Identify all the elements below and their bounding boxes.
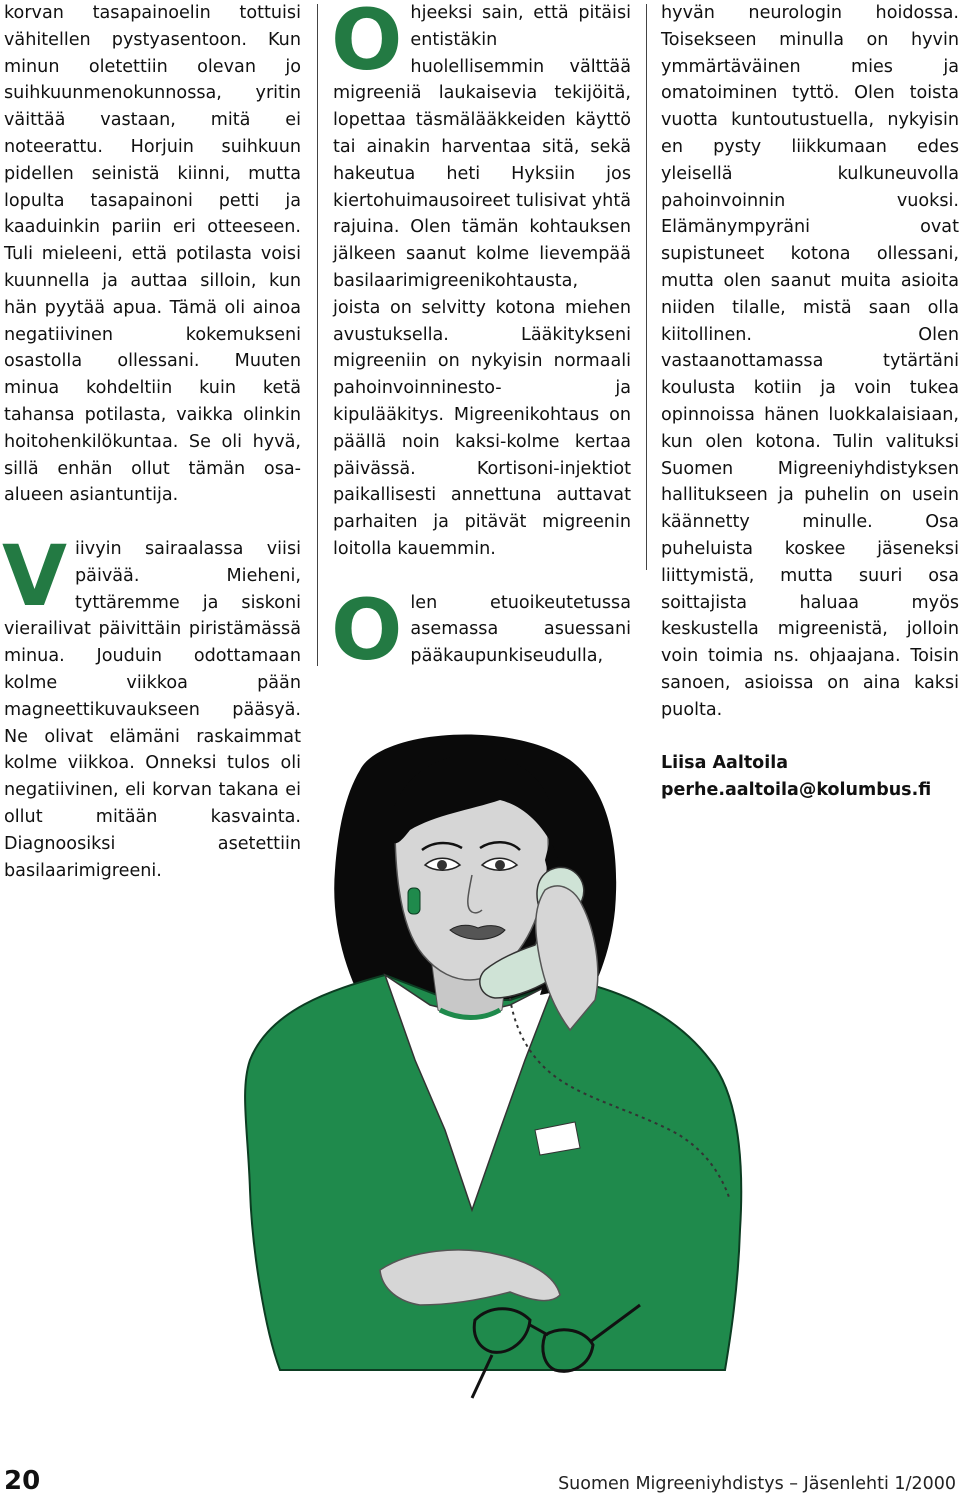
body-paragraph: korvan tasapainoelin tottuisi vähitellen pystyasentoon. Kun minun oletettiin olevan jo suihkuunmenokunnossa, yritin väittää vastaan, mitä ei noteerattu. Horjuin suihkuun pidellen seinistä kiinni, mutta lopulta tasapainoni petti ja kaaduinkin pariin eri otteeseen. Tuli mieleeni, että potilasta voisi kuunnella ja auttaa silloin, kun hän pyytää apua. Tämä oli ainoa negatiivinen kokemukseni osastolla ollessani. Muuten minua kohdeltiin kuin ketä tahansa potilasta, vaikka olinkin hoitohenkilökuntaa. Se oli hyvä, sillä enhän ollut tämän osa-alueen asiantuntija. bbox=[4, 3, 301, 506]
paragraph-text: len etuoikeutetussa asemassa asuessani pääkaupunkiseudulla, bbox=[410, 592, 631, 667]
article-column-3 bbox=[661, 0, 959, 804]
body-paragraph: hyvän neurologin hoidossa. Toisekseen minulla on hyvin ymmärtäväinen mies ja omatoiminen tyttö. Olen toista vuotta kuntoutustuella, nykyisin en pysty liikkumaan edes yleisellä kulkuneuvolla pahoinvoinnin vuoksi. Elämänympyräni ovat supistuneet kotona ollessani, mutta olen saanut muita asioita niiden tilalle, mistä saan olla kiitollinen. Olen vastaanottamassa tytärtäni koulusta kotiin ja voin tukea opinnoissa hänen luokkalaisiaan, kun olen kotona. Tulin valituksi Suomen Migreeniyhdistyksen hallitukseen ja puhelin on usein käännetty minulle. Osa puheluista koskee jäseneksi liittymistä, mutta suuri osa soittajista haluaa myös keskustella migreenistä, jolloin voin toimia ns. ohjaajana. Toisin sanoen, asioissa on aina kaksi puolta. bbox=[661, 3, 959, 720]
author-name: Liisa Aaltoila bbox=[661, 753, 789, 774]
author-email: perhe.aaltoila@kolumbus.fi bbox=[661, 780, 932, 801]
body-paragraph bbox=[331, 580, 631, 679]
drop-cap: O bbox=[331, 580, 403, 679]
page-number: 20 bbox=[4, 1466, 41, 1496]
drop-cap: O bbox=[331, 0, 403, 89]
column-divider bbox=[646, 4, 647, 570]
body-paragraph bbox=[333, 0, 631, 563]
drop-cap: V bbox=[2, 526, 68, 625]
paragraph-text: hjeeksi sain, että pitäisi entistäkin huolellisemmin välttää migreeniä laukaisevia tekijöitä, lopettaa täsmälääkkeiden käyttö tai ainakin harventaa sitä, sekä hakeutua heti Hyksiin jos kiertohuimausoireet tulisivat yhtä rajuina. Olen tämän kohtauksen jälkeen saanut kolme lievempää basilaarimigreenikohtausta, joista on selvitty kotona miehen avustuksella. Lääkitykseni migreeniin on nykyisin normaali pahoinvoinninesto- ja kipulääkitys. Migreenikohtaus on päällä noin kaksi-kolme kertaa päivässä. Kortisoni-injektiot paikallisesti annettuna auttavat parhaiten ja pitävät migreenin loitolla kauemmin. bbox=[333, 3, 631, 559]
publication-footer: Suomen Migreeniyhdistys – Jäsenlehti 1/2000 bbox=[558, 1474, 956, 1494]
column-divider bbox=[317, 4, 318, 666]
woman-on-telephone-illustration bbox=[210, 730, 770, 1420]
paragraph-text: iivyin sairaalassa viisi päivää. Mieheni, tyttäremme ja siskoni vierailivat päivittäin piristämässä minua. Jouduin odottamaan kolme viikkoa pään magneettikuvaukseen pääsyä. Ne olivat elämäni raskaimmat kolme viikkoa. Onneksi tulos oli negatiivinen, eli korvan takana ei ollut mitään kasvainta. Diagnoosiksi asetettiin basilaarimigreeni. bbox=[4, 538, 301, 881]
article-column-2 bbox=[331, 0, 631, 679]
